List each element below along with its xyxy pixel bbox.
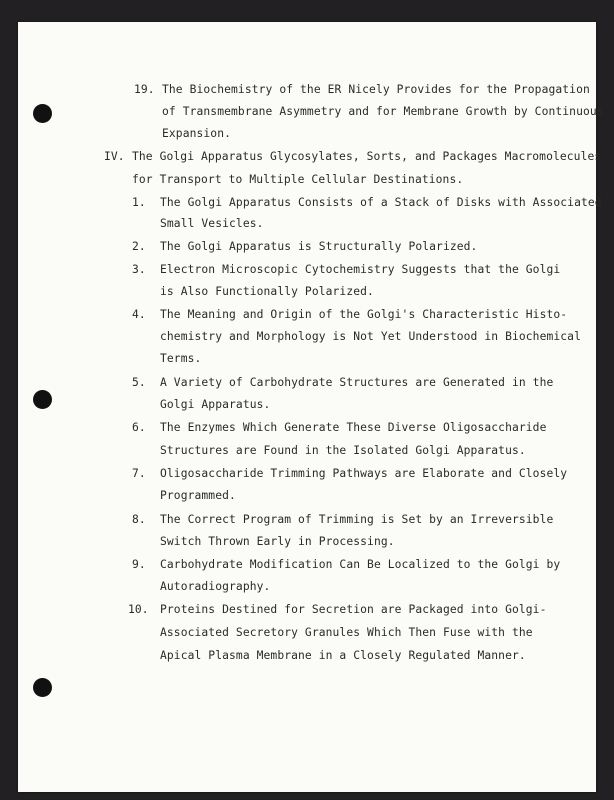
item-line: The Enzymes Which Generate These Diverse Oligosaccharide [160, 421, 547, 434]
item-number: 6. [132, 421, 146, 434]
item-line: Structures are Found in the Isolated Golgi Apparatus. [160, 444, 526, 457]
item-line: Proteins Destined for Secretion are Packaged into Golgi- [160, 603, 547, 616]
section-heading-line: for Transport to Multiple Cellular Destinations. [132, 173, 464, 186]
item-line: of Transmembrane Asymmetry and for Membrane Growth by Continuous [162, 105, 604, 118]
document-page [18, 22, 604, 792]
item-number: 4. [132, 308, 146, 321]
item-line: The Golgi Apparatus Consists of a Stack of Disks with Associated [160, 196, 602, 209]
item-line: The Meaning and Origin of the Golgi's Characteristic Histo- [160, 308, 568, 321]
item-line: The Correct Program of Trimming is Set by an Irreversible [160, 513, 554, 526]
item-number: 8. [132, 513, 146, 526]
punch-hole [33, 390, 52, 409]
item-number: 19. [134, 83, 155, 96]
item-line: Expansion. [162, 127, 232, 140]
item-number: 1. [132, 196, 146, 209]
item-number: 2. [132, 240, 146, 253]
item-number: 9. [132, 558, 146, 571]
item-number: 5. [132, 376, 146, 389]
section-number: IV. [104, 150, 125, 163]
item-line: Programmed. [160, 489, 236, 502]
item-line: Terms. [160, 352, 202, 365]
item-line: is Also Functionally Polarized. [160, 285, 374, 298]
item-line: The Golgi Apparatus is Structurally Polarized. [160, 240, 478, 253]
item-line: Apical Plasma Membrane in a Closely Regulated Manner. [160, 649, 526, 662]
item-number: 10. [128, 603, 149, 616]
item-line: Oligosaccharide Trimming Pathways are Elaborate and Closely [160, 467, 568, 480]
item-number: 3. [132, 263, 146, 276]
section-heading-line: The Golgi Apparatus Glycosylates, Sorts, and Packages Macromolecules [132, 150, 602, 163]
item-line: The Biochemistry of the ER Nicely Provides for the Propagation [162, 83, 590, 96]
item-line: Autoradiography. [160, 580, 271, 593]
punch-hole [33, 104, 52, 123]
item-line: Associated Secretory Granules Which Then Fuse with the [160, 626, 533, 639]
item-line: Small Vesicles. [160, 217, 264, 230]
item-line: Golgi Apparatus. [160, 398, 271, 411]
item-line: A Variety of Carbohydrate Structures are Generated in the [160, 376, 554, 389]
item-line: Switch Thrown Early in Processing. [160, 535, 395, 548]
item-number: 7. [132, 467, 146, 480]
item-line: chemistry and Morphology is Not Yet Understood in Biochemical [160, 330, 581, 343]
punch-hole [33, 678, 52, 697]
item-line: Electron Microscopic Cytochemistry Suggests that the Golgi [160, 263, 561, 276]
item-line: Carbohydrate Modification Can Be Localized to the Golgi by [160, 558, 561, 571]
